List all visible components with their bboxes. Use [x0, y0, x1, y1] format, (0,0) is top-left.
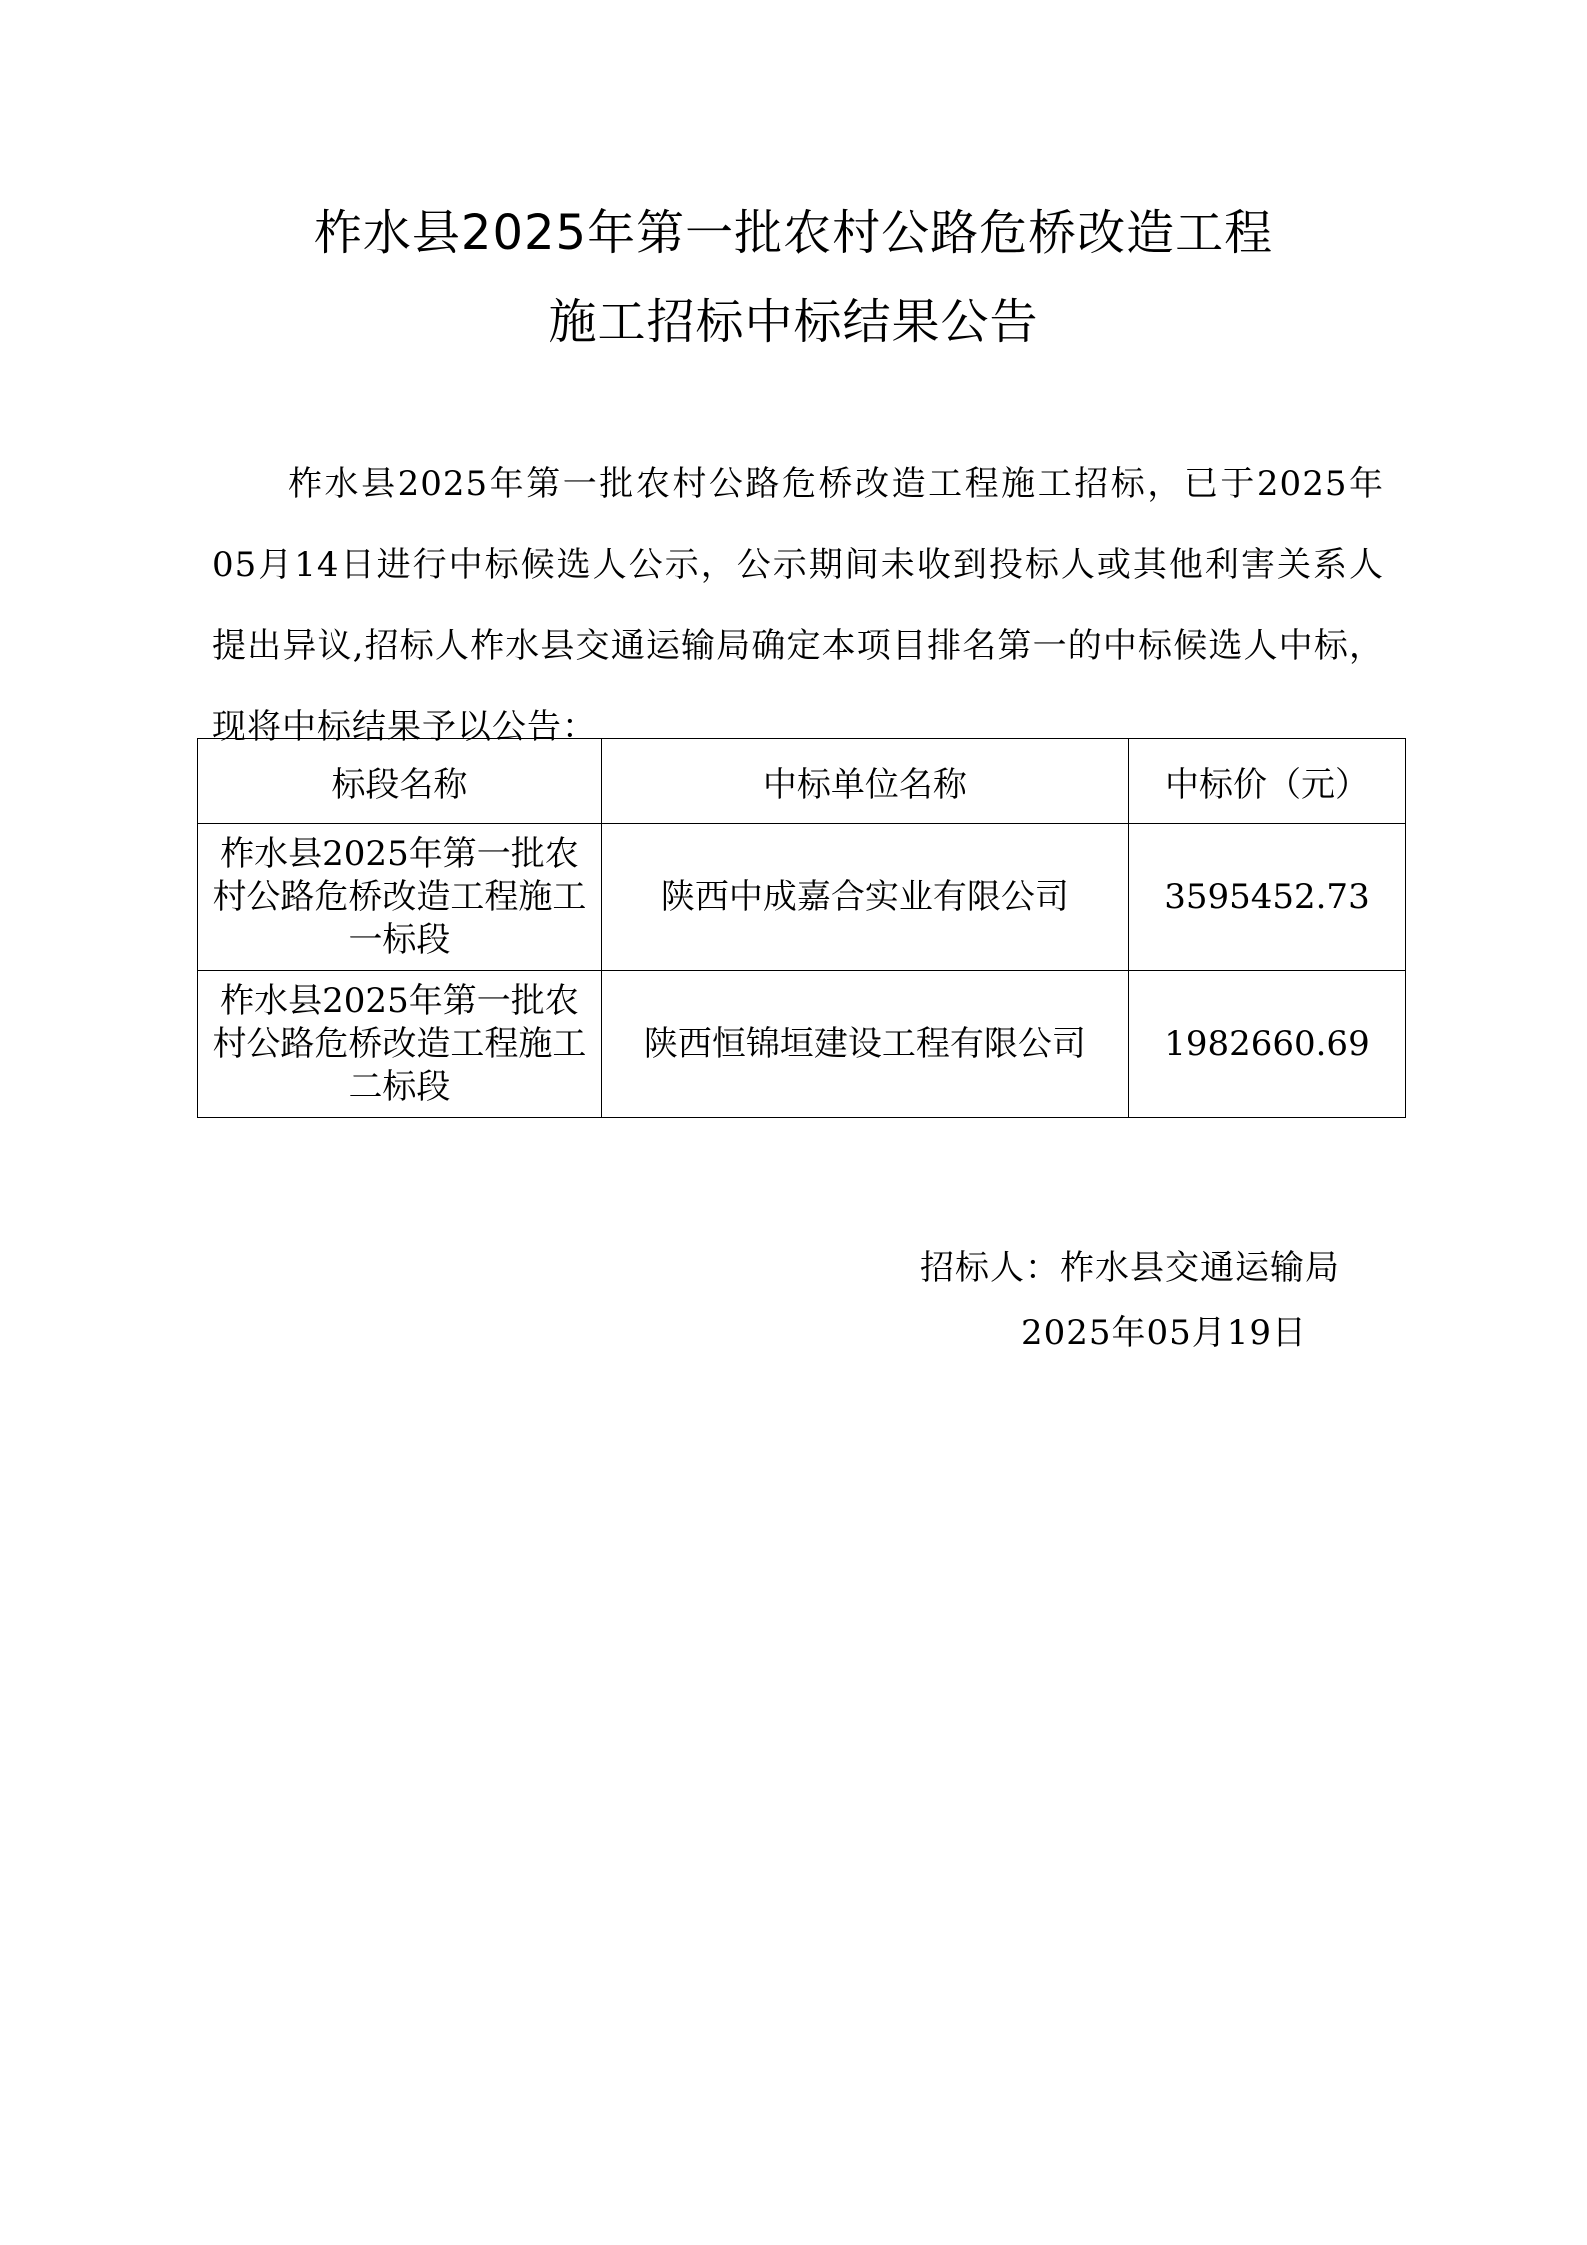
announcement-paragraph: 柞水县2025年第一批农村公路危桥改造工程施工招标，已于2025年05月14日进行中标候选人公示，公示期间未收到投标人或其他利害关系人提出异议,招标人柞水县交通运输局确定本项目排名第一的中标候选人中标，现将中标结果予以公告： — [212, 464, 1384, 747]
table-header-row — [198, 739, 1406, 824]
announcement-date: 2025年05月19日 — [1020, 1313, 1307, 1353]
header-winning-company: 中标单位名称 — [601, 739, 1128, 824]
section-name-cell: 柞水县2025年第一批农村公路危桥改造工程施工二标段 — [198, 971, 602, 1118]
table-row — [198, 971, 1406, 1118]
winning-price-cell: 3595452.73 — [1128, 824, 1405, 971]
winning-company-cell: 陕西中成嘉合实业有限公司 — [601, 824, 1128, 971]
header-winning-price: 中标价（元） — [1128, 739, 1405, 824]
document-title-line-1: 柞水县2025年第一批农村公路危桥改造工程 — [313, 205, 1274, 261]
section-name-cell: 柞水县2025年第一批农村公路危桥改造工程施工一标段 — [198, 824, 602, 971]
document-title-line-2: 施工招标中标结果公告 — [548, 294, 1039, 350]
winning-price-cell: 1982660.69 — [1128, 971, 1405, 1118]
tenderer-signature: 招标人：柞水县交通运输局 — [920, 1248, 1340, 1288]
table-row — [198, 824, 1406, 971]
award-results-table — [197, 738, 1406, 1118]
winning-company-cell: 陕西恒锦垣建设工程有限公司 — [601, 971, 1128, 1118]
header-section-name: 标段名称 — [198, 739, 602, 824]
